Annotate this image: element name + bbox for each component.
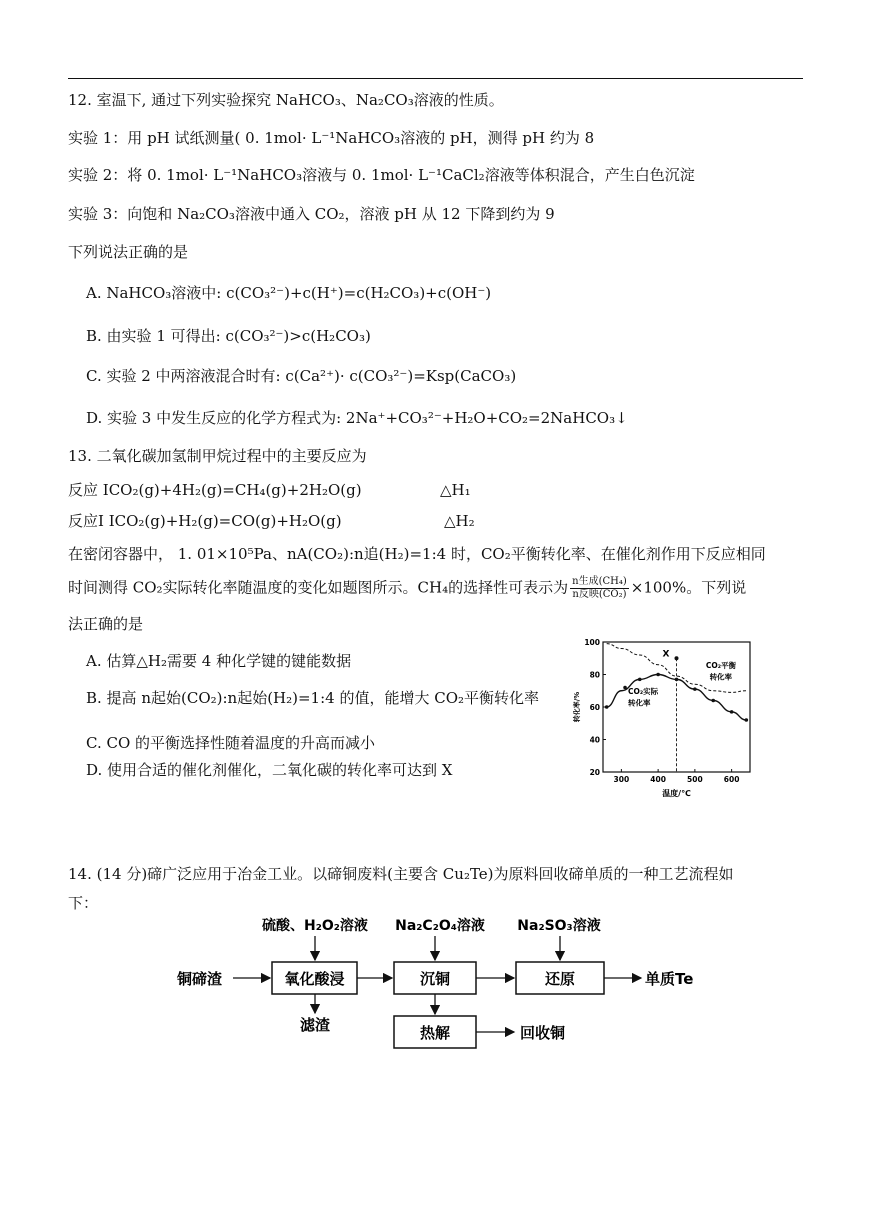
x-tick-label: 600 xyxy=(723,775,740,784)
flow-box4-label: 热解 xyxy=(419,1024,451,1042)
x-tick-label: 400 xyxy=(650,775,666,784)
header-rule xyxy=(68,78,803,79)
reaction1-equation: 反应 ICO₂(g)+4H₂(g)=CH₄(g)+2H₂O(g) xyxy=(68,481,362,499)
x-tick-label: 300 xyxy=(613,775,630,784)
q13-reaction2 xyxy=(68,511,342,531)
y-tick-label: 100 xyxy=(584,638,600,647)
q13-paragraph-2 xyxy=(68,576,746,601)
q13-paragraph-3: 法正确的是 xyxy=(68,615,144,633)
data-point xyxy=(656,673,660,677)
flow-reagent-2: Na₂C₂O₄溶液 xyxy=(395,918,485,934)
q13-reaction1 xyxy=(68,480,362,500)
q12-exp1: 实验 1：用 pH 试纸测量( 0. 1mol· L⁻¹NaHCO₃溶液的 pH，测得 pH 约为 8 xyxy=(68,129,595,147)
q13-paragraph-1: 在密闭容器中， 1. 01×10⁵Pa、nA(CO₂):n追(H₂)=1:4 时，CO₂平衡转化率、在催化剂作用下反应相同 xyxy=(68,545,766,563)
flow-box3-label: 还原 xyxy=(544,970,576,988)
q13-option-a: A. 估算△H₂需要 4 种化学键的键能数据 xyxy=(86,652,352,670)
flow-reagent-1: 硫酸、H₂O₂溶液 xyxy=(262,918,368,934)
q13-paragraph-2-text: 时间测得 CO₂实际转化率随温度的变化如题图所示。CH₄的选择性可表示为 xyxy=(68,578,569,597)
fraction-denominator: n反映(CO₂) xyxy=(572,589,627,600)
y-tick-label: 60 xyxy=(589,703,600,712)
q13-stem: 13. 二氧化碳加氢制甲烷过程中的主要反应为 xyxy=(68,447,367,465)
y-tick-label: 40 xyxy=(589,735,600,745)
chart-ticks xyxy=(584,638,739,784)
reaction2-equation: 反应I ICO₂(g)+H₂(g)=CO(g)+H₂O(g) xyxy=(68,512,342,530)
data-point xyxy=(623,686,627,690)
q14-stem-line2: 下： xyxy=(68,894,99,912)
process-flow-diagram xyxy=(175,910,715,1060)
q12-option-d: D. 实验 3 中发生反应的化学方程式为: 2Na⁺+CO₃²⁻+H₂O+CO₂=2NaHCO₃↓ xyxy=(86,409,628,427)
q12-exp2: 实验 2：将 0. 1mol· L⁻¹NaHCO₃溶液与 0. 1mol· L⁻¹CaCl₂溶液等体积混合，产生白色沉淀 xyxy=(68,166,695,184)
data-point xyxy=(605,705,609,709)
y-tick-label: 80 xyxy=(589,670,600,680)
q12-prompt: 下列说法正确的是 xyxy=(68,243,189,261)
reaction1-enthalpy: △H₁ xyxy=(440,481,471,499)
conversion-chart xyxy=(565,632,765,802)
q13-option-b: B. 提高 n起始(CO₂):n起始(H₂)=1:4 的值，能增大 CO₂平衡转化率 xyxy=(86,689,540,707)
data-point xyxy=(745,718,749,722)
flow-input-label: 铜碲渣 xyxy=(177,970,223,988)
annotation-equilibrium-line2: 转化率 xyxy=(709,672,733,682)
fraction-numerator: n生成(CH₄) xyxy=(572,576,627,587)
q12-stem: 12. 室温下, 通过下列实验探究 NaHCO₃、Na₂CO₃溶液的性质。 xyxy=(68,91,504,109)
flow-output-copper: 回收铜 xyxy=(520,1024,566,1042)
q13-option-c: C. CO 的平衡选择性随着温度的升高而减小 xyxy=(86,734,376,752)
y-tick-label: 20 xyxy=(589,768,600,777)
data-point xyxy=(711,699,715,703)
data-point xyxy=(638,678,642,682)
annotation-actual-line1: CO₂实际 xyxy=(627,687,659,696)
chart-marker-x-label: X xyxy=(662,649,670,660)
chart-xlabel: 温度/℃ xyxy=(662,789,691,798)
q13-paragraph-2-tail: ×100%。下列说 xyxy=(630,578,747,597)
annotation-equilibrium-line1: CO₂平衡 xyxy=(705,661,737,670)
x-tick-label: 500 xyxy=(687,775,703,784)
chart-ylabel: 转化率/% xyxy=(573,691,581,723)
data-point xyxy=(693,687,697,691)
q14-stem-line1: 14. (14 分)碲广泛应用于冶金工业。以碲铜废料(主要含 Cu₂Te)为原料回收碲单质的一种工艺流程如 xyxy=(68,865,734,883)
flow-box2-label: 沉铜 xyxy=(419,970,451,988)
flow-reagent-3: Na₂SO₃溶液 xyxy=(517,918,601,934)
data-point xyxy=(730,710,734,714)
q12-option-c: C. 实验 2 中两溶液混合时有: c(Ca²⁺)· c(CO₃²⁻)=Ksp(CaCO₃) xyxy=(86,367,517,385)
q12-option-b: B. 由实验 1 可得出: c(CO₃²⁻)>c(H₂CO₃) xyxy=(86,327,371,345)
q13-option-d: D. 使用合适的催化剂催化，二氧化碳的转化率可达到 X xyxy=(86,761,453,779)
flow-output-te: 单质Te xyxy=(645,970,694,988)
q12-option-a: A. NaHCO₃溶液中: c(CO₃²⁻)+c(H⁺)=c(H₂CO₃)+c(OH⁻) xyxy=(86,284,492,302)
flow-box1-label: 氧化酸浸 xyxy=(284,970,345,988)
marker-x-point xyxy=(675,656,679,660)
q12-exp3: 实验 3：向饱和 Na₂CO₃溶液中通入 CO₂，溶液 pH 从 12 下降到约为 9 xyxy=(68,205,555,223)
flow-residue-label: 滤渣 xyxy=(299,1016,331,1034)
annotation-actual-line2: 转化率 xyxy=(627,698,651,708)
reaction2-enthalpy: △H₂ xyxy=(444,512,475,530)
selectivity-fraction xyxy=(570,576,629,601)
